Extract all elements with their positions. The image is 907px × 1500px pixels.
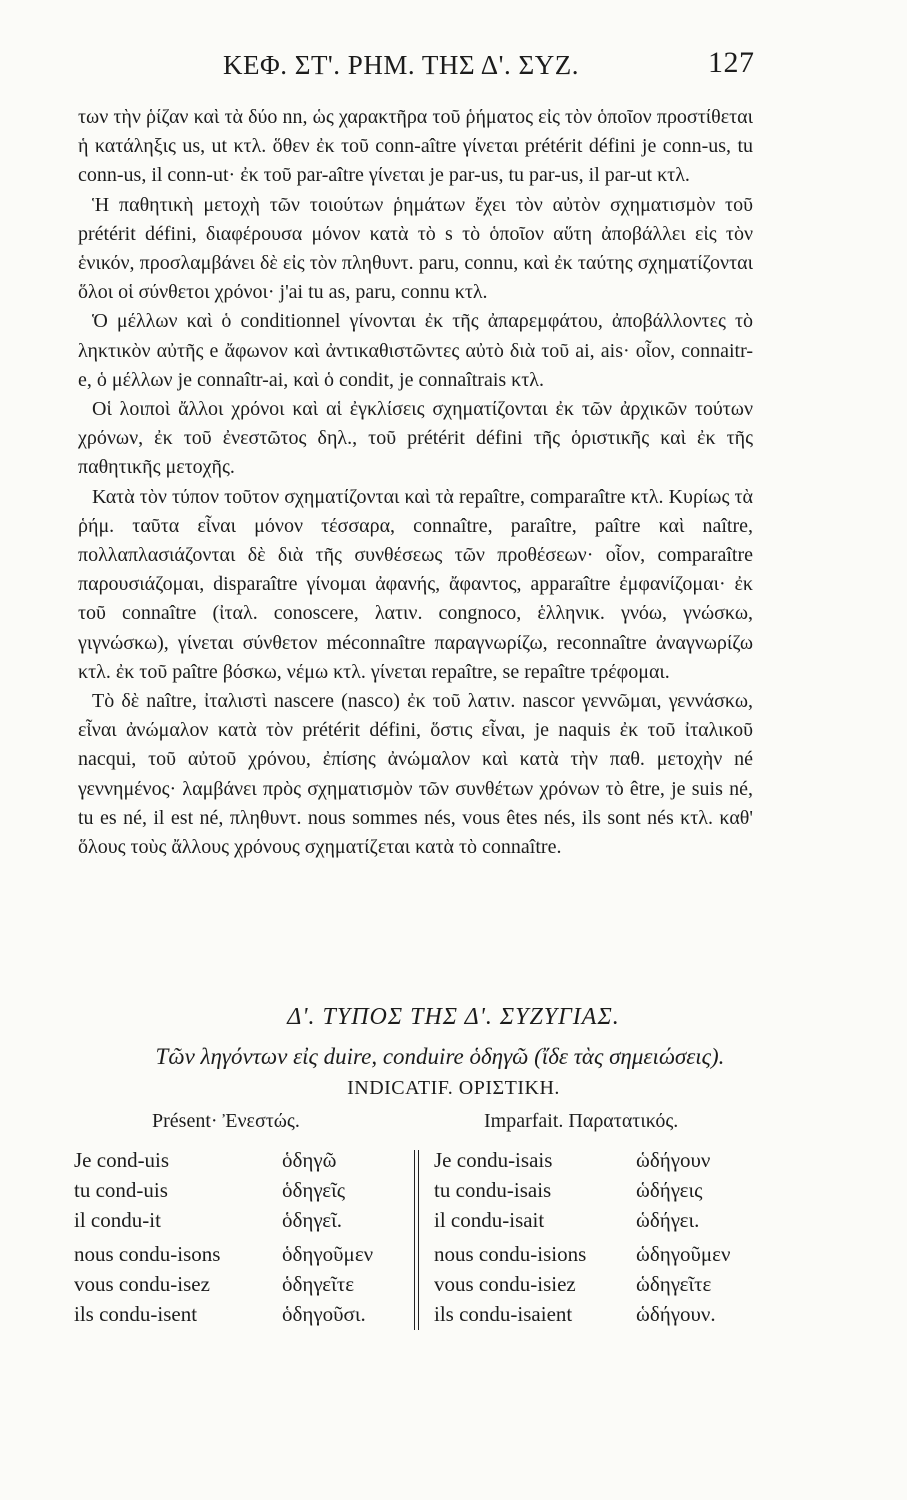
divider-line [418, 1150, 419, 1330]
french-form: Je cond-uis [74, 1148, 170, 1172]
french-form: il condu-isait [434, 1208, 545, 1232]
greek-form: ὡδήγεις [636, 1178, 703, 1202]
section-subtitle: Τῶν ληγόντων εἰς duire, conduire ὁδηγῶ (ἴδε τὰς σημειώσεις). [155, 1044, 725, 1069]
paragraph: Τὸ δὲ naître, ἰταλιστὶ nascere (nasco) ἐκ τοῦ λατιν. nascor γεννῶμαι, γεννάσκω, εἶναι ἀνώμαλον κατὰ τὸν prétérit défini, ὅστις εἶναι, je naquis ἐκ τοῦ ἰταλικοῦ nacqui, τοῦ αὐτοῦ χρόνου, ἐπίσης ἀνώμαλον καὶ κατὰ τὴν παθ. μετοχὴν né γεννημένος· λαμβάνει πρὸς σχηματισμὸν τῶν συνθέτων χρόνων τὸ être, je suis né, tu es né, il est né, πληθυντ. nous sommes nés, vous êtes nés, ils sont nés κτλ. καθ' ὅλους τοὺς ἄλλους χρόνους σχηματίζεται κατὰ τὸ connaître. [78, 690, 753, 859]
french-form: nous condu-isions [434, 1242, 587, 1266]
column-divider [414, 1150, 420, 1330]
page-number: 127 [708, 46, 755, 79]
paragraph: Κατὰ τὸν τύπον τοῦτον σχηματίζονται καὶ τὰ repaître, comparaître κτλ. Κυρίως τὰ ῥήμ. ταῦτα εἶναι μόνον τέσσαρα, connaître, paraître, paître καὶ naître, πολλαπλασιάζονται δὲ διὰ τῆς συνθέσεως τῶν προθέσεων· οἷον, comparaître παρουσιάζομαι, disparaître γίνομαι ἀφανής, ἄφαντος, apparaître ἐμφανίζομαι· ἐκ τοῦ connaître (ἰταλ. conoscere, λατιν. congnoco, ἑλληνικ. γνόω, γνώσκω, γιγνώσκω), γίνεται σύνθετον méconnaître παραγνωρίζω, reconnaître ἀναγνωρίζω κτλ. ἐκ τοῦ paître βόσκω, νέμω κτλ. γίνεται repaître, se repaître τρέφομαι. [78, 485, 753, 683]
greek-form: ὁδηγεῖ. [282, 1208, 343, 1232]
present-heading: Présent· Ἐνεστώς. [152, 1110, 300, 1132]
paragraph: Ἡ παθητικὴ μετοχὴ τῶν τοιούτων ῥημάτων ἔχει τὸν αὐτὸν σχηματισμὸν τοῦ prétérit défini, διαφέρουσα μόνον κατὰ τὸ s τὸ ὁποῖον αὕτη ἀποβάλλει εἰς τὸν ἑνικόν, προσλαμβάνει δὲ εἰς τὸν πληθυντ. paru, connu, καὶ ἐκ ταύτης σχηματίζονται ὅλοι οἱ σύνθετοι χρόνοι· j'ai tu as, paru, connu κτλ. [78, 193, 753, 304]
mood-heading: INDICATIF. ΟΡΙΣΤΙΚΗ. [347, 1077, 560, 1099]
paragraph: των τὴν ῥίζαν καὶ τὰ δύο nn, ὡς χαρακτῆρα τοῦ ῥήματος εἰς τὸν ὁποῖον προστίθεται ἡ κατάληξις us, ut κτλ. ὅθεν ἐκ τοῦ conn-aître γίνεται prétérit défini je conn-us, tu conn-us, il conn-ut· ἐκ τοῦ par-aître γίνεται je par-us, tu par-us, il par-ut κτλ. [78, 106, 753, 187]
section-title: Δ'. ΤΥΠΟΣ ΤΗΣ Δ'. ΣΥΖΥΓΙΑΣ. [287, 1004, 620, 1030]
greek-form: ὡδήγουν. [636, 1302, 716, 1326]
greek-form: ὡδήγει. [636, 1208, 700, 1232]
french-form: vous condu-isiez [434, 1272, 576, 1296]
paragraph: Οἱ λοιποὶ ἄλλοι χρόνοι καὶ αἱ ἐγκλίσεις σχηματίζονται ἐκ τῶν ἀρχικῶν τούτων χρόνων, ἐκ τοῦ ἐνεστῶτος δηλ., τοῦ prétérit défini τῆς ὁριστικῆς καὶ ἐκ τῆς παθητικῆς μετοχῆς. [78, 398, 753, 479]
greek-form: ὁδηγοῦσι. [282, 1302, 366, 1326]
greek-form: ὁδηγεῖς [282, 1178, 346, 1202]
french-form: tu condu-isais [434, 1178, 552, 1202]
greek-form: ὁδηγεῖτε [282, 1272, 355, 1296]
french-form: tu cond-uis [74, 1178, 168, 1202]
greek-form: ὡδηγοῦμεν [636, 1242, 731, 1266]
greek-form: ὁδηγοῦμεν [282, 1242, 374, 1266]
french-form: vous condu-isez [74, 1272, 210, 1296]
french-form: ils condu-isent [74, 1302, 198, 1326]
divider-line [414, 1150, 415, 1330]
paragraph: Ὁ μέλλων καὶ ὁ conditionnel γίνονται ἐκ τῆς ἀπαρεμφάτου, ἀποβάλλοντες τὸ ληκτικὸν αὐτῆς e ἄφωνον καὶ ἀντικαθιστῶντες αὐτὸ διὰ τοῦ ai, ais· οἷον, connaitr-e, ὁ μέλλων je connaîtr-ai, καὶ ὁ condit, je connaîtrais κτλ. [78, 310, 753, 391]
greek-form: ὡδηγεῖτε [636, 1272, 712, 1296]
body-text [78, 103, 753, 862]
french-form: nous condu-isons [74, 1242, 221, 1266]
french-form: Je condu-isais [434, 1148, 553, 1172]
greek-form: ὡδήγουν [636, 1148, 711, 1172]
french-form: il condu-it [74, 1208, 161, 1232]
imparfait-heading: Imparfait. Παρατατικός. [484, 1110, 679, 1132]
french-form: ils condu-isaient [434, 1302, 573, 1326]
greek-form: ὁδηγῶ [282, 1148, 337, 1172]
running-head: ΚΕΦ. ΣΤ'. ΡΗΜ. ΤΗΣ Δ'. ΣΥΖ. [223, 50, 579, 80]
